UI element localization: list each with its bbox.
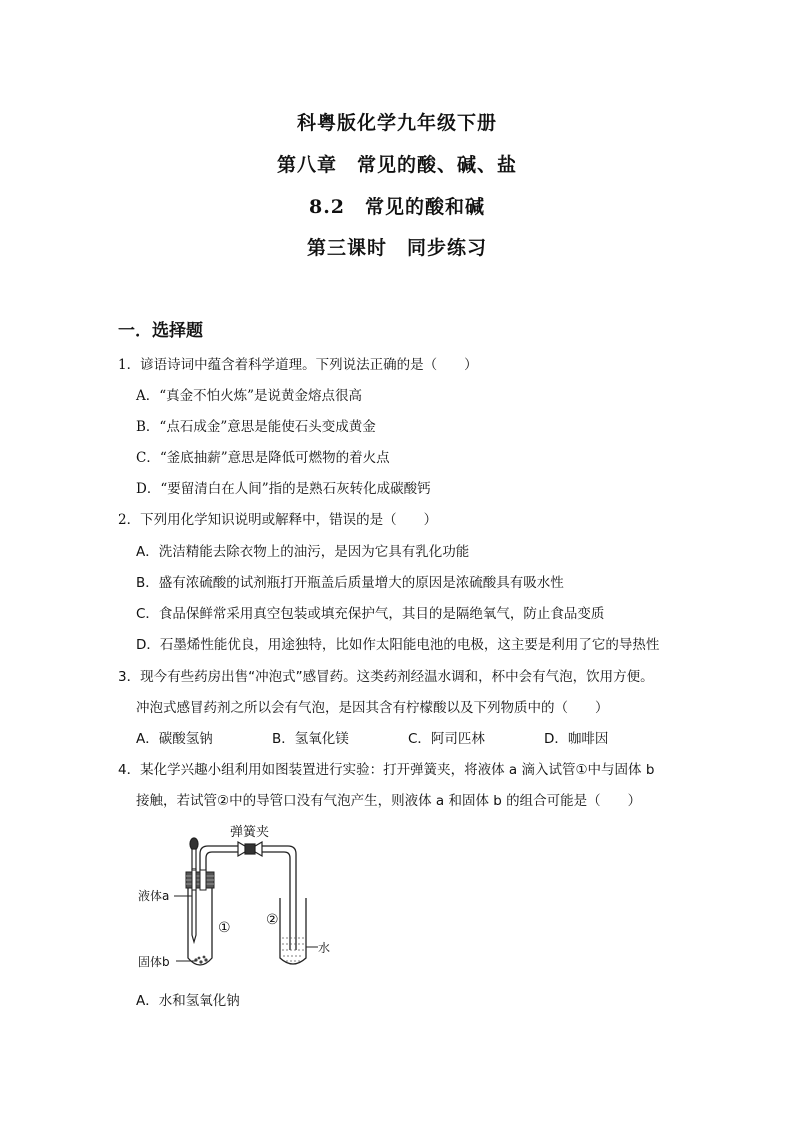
section-number-title: 8.2 常见的酸和碱	[308, 196, 486, 218]
solid-b-particles	[194, 956, 207, 964]
lesson-title: 第三课时 同步练习	[306, 237, 487, 259]
water-in-tube-2	[282, 938, 304, 961]
question-3-stem-line-1: 3．现今有些药房出售“冲泡式”感冒药。这类药剂经温水调和，杯中会有气泡，饮用方便。	[118, 669, 654, 685]
question-3-option-b: B．氢氧化镁	[272, 731, 349, 747]
question-3-stem-line-2: 冲泡式感冒药剂之所以会有气泡，是因其含有柠檬酸以及下列物质中的（ ）	[136, 700, 609, 716]
question-2-option-b: B．盛有浓硫酸的试剂瓶打开瓶盖后质量增大的原因是浓硫酸具有吸水性	[136, 575, 564, 591]
question-3-option-a: A．碳酸氢钠	[136, 731, 213, 747]
question-3-option-d: D．咖啡因	[544, 731, 609, 747]
tube-2-label: ②	[266, 912, 279, 928]
stopper	[186, 870, 214, 890]
water-label: 水	[318, 941, 331, 955]
question-4-stem-line-1: 4．某化学兴趣小组利用如图装置进行实验：打开弹簧夹，将液体 a 滴入试管①中与固体 b	[118, 762, 655, 778]
question-1-option-d: D．“要留清白在人间”指的是熟石灰转化成碳酸钙	[136, 481, 431, 497]
chapter-title: 第八章 常见的酸、碱、盐	[276, 154, 517, 176]
question-3-options	[136, 727, 608, 747]
question-2-option-c: C．食品保鲜常采用真空包装或填充保护气，其目的是隔绝氧气，防止食品变质	[136, 606, 605, 622]
question-2-option-d: D．石墨烯性能优良，用途独特，比如作太阳能电池的电极，这主要是利用了它的导热性	[136, 637, 660, 653]
apparatus-figure	[130, 820, 360, 980]
question-3-option-c: C．阿司匹林	[408, 731, 485, 747]
question-1-option-a: A．“真金不怕火炼”是说黄金熔点很高	[136, 388, 363, 404]
question-1-option-b: B．“点石成金”意思是能使石头变成黄金	[136, 419, 376, 435]
question-4-option-a: A．水和氢氧化钠	[136, 993, 240, 1009]
question-2-stem: 2．下列用化学知识说明或解释中，错误的是（ ）	[118, 512, 438, 528]
question-2-option-a: A．洗洁精能去除衣物上的油污，是因为它具有乳化功能	[136, 544, 470, 560]
question-1-option-c: C．“釜底抽薪”意思是降低可燃物的着火点	[136, 450, 390, 466]
doc-title: 科粤版化学九年级下册	[296, 112, 497, 134]
test-tube-2	[280, 898, 306, 964]
section-heading: 一．选择题	[118, 321, 203, 341]
question-1-stem: 1．谚语诗词中蕴含着科学道理。下列说法正确的是（ ）	[118, 357, 478, 373]
solid-b-label: 固体b	[138, 955, 170, 969]
liquid-a-label: 液体a	[138, 889, 170, 903]
clamp-label: 弹簧夹	[230, 825, 270, 840]
spring-clamp-icon	[238, 842, 262, 856]
connecting-tube	[200, 846, 296, 950]
tube-1-label: ①	[218, 920, 231, 936]
question-4-stem-line-2: 接触，若试管②中的导管口没有气泡产生，则液体 a 和固体 b 的组合可能是（ ）	[136, 793, 642, 809]
